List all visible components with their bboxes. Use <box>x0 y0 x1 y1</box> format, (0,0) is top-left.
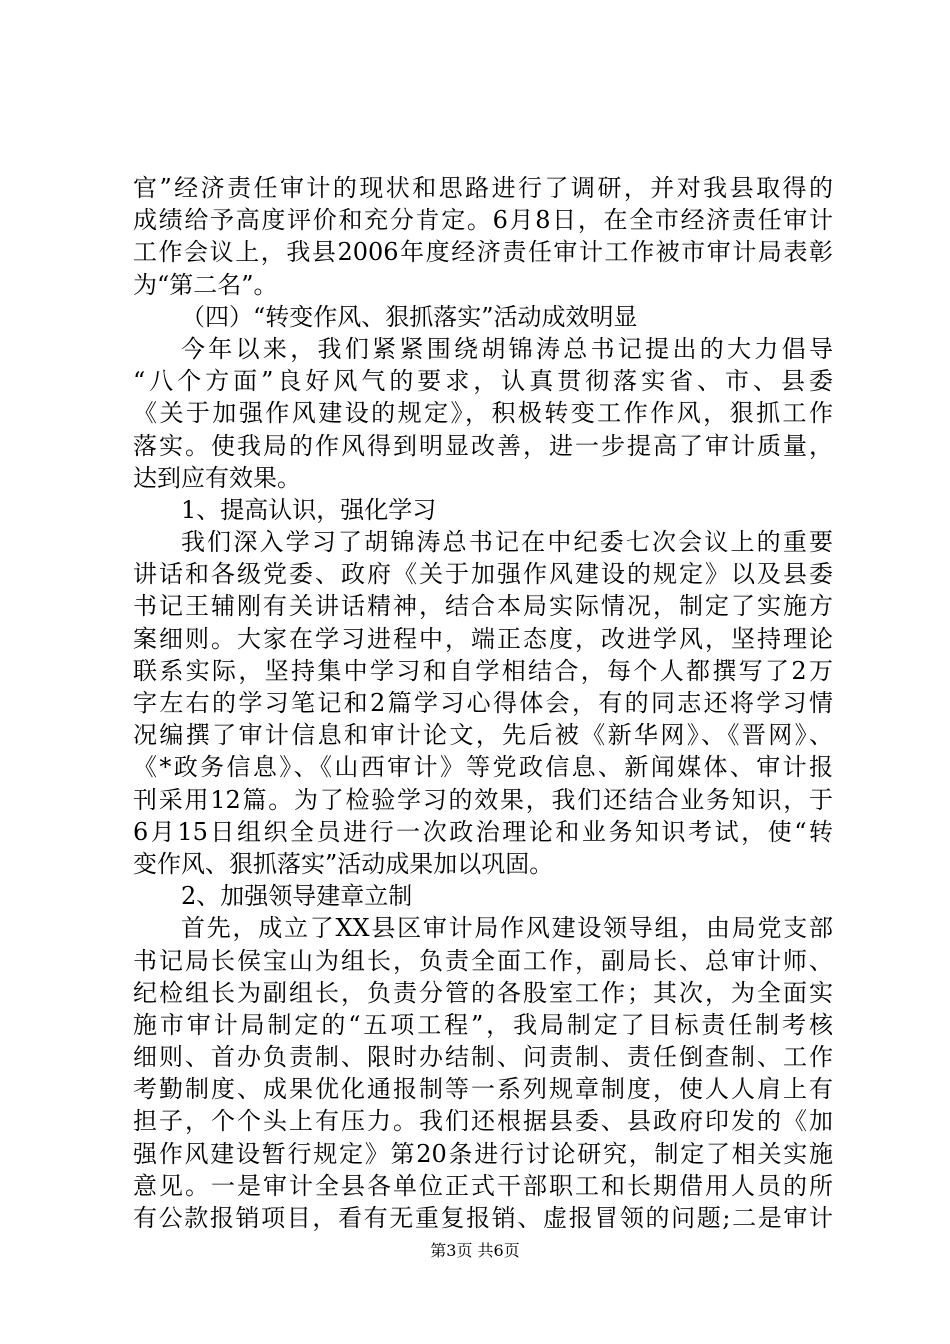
text-line: 意见。一是审计全县各单位正式干部职工和长期借用人员的所 <box>133 1171 833 1200</box>
text-line: 案细则。大家在学习进程中，端正态度，改进学风，坚持理论 <box>133 624 833 653</box>
text-line: 落实。使我局的作风得到明显改善，进一步提高了审计质量， <box>133 431 833 460</box>
text-line: 我们深入学习了胡锦涛总书记在中纪委七次会议上的重要 <box>181 528 833 557</box>
subsection-heading: 1、提高认识，强化学习 <box>181 495 437 524</box>
text-line: 有公款报销项目，看有无重复报销、虚报冒领的问题;二是审计 <box>133 1204 833 1232</box>
text-line: 细则、首办负责制、限时办结制、问责制、责任倒查制、工作 <box>133 1043 833 1072</box>
text-line: 书记局长侯宝山为组长，负责全面工作，副局长、总审计师、 <box>133 946 833 975</box>
text-line: 为“第二名”。 <box>133 270 278 299</box>
section-heading: （四）“转变作风、狠抓落实”活动成效明显 <box>181 302 638 331</box>
text-line: 担子，个个头上有压力。我们还根据县委、县政府印发的《加 <box>133 1107 833 1136</box>
text-line: 今年以来，我们紧紧围绕胡锦涛总书记提出的大力倡导 <box>181 334 833 363</box>
text-line: 官”经济责任审计的现状和思路进行了调研，并对我县取得的 <box>133 174 833 202</box>
text-line: 刊采用12篇。为了检验学习的效果，我们还结合业务知识，于 <box>133 785 833 814</box>
text-line: 《关于加强作风建设的规定》，积极转变工作作风，狠抓工作 <box>133 399 833 428</box>
text-line: 首先，成立了XX县区审计局作风建设领导组，由局党支部 <box>181 914 833 943</box>
text-line: 成绩给予高度评价和充分肯定。6月8日，在全市经济责任审计 <box>133 206 833 235</box>
text-line: 工作会议上，我县2006年度经济责任审计工作被市审计局表彰 <box>133 238 833 267</box>
text-line: 考勤制度、成果优化通报制等一系列规章制度，使人人肩上有 <box>133 1075 833 1104</box>
text-line: 强作风建设暂行规定》第20条进行讨论研究，制定了相关实施 <box>133 1139 833 1168</box>
text-line: 施市审计局制定的“五项工程”，我局制定了目标责任制考核 <box>133 1010 833 1039</box>
text-line: 况编撰了审计信息和审计论文，先后被《新华网》、《晋网》、 <box>133 721 833 750</box>
text-line: 书记王辅刚有关讲话精神，结合本局实际情况，制定了实施方 <box>133 592 833 621</box>
text-line: 字左右的学习笔记和2篇学习心得体会，有的同志还将学习情 <box>133 689 833 717</box>
document-body <box>133 172 833 1234</box>
text-line: 联系实际，坚持集中学习和自学相结合，每个人都撰写了2万 <box>133 656 833 685</box>
text-line: 达到应有效果。 <box>133 463 301 492</box>
text-line: 纪检组长为副组长，负责分管的各股室工作；其次，为全面实 <box>133 978 833 1007</box>
text-line: 6月15日组织全员进行一次政治理论和业务知识考试，使“转 <box>133 817 833 846</box>
text-line: 变作风、狠抓落实”活动成果加以巩固。 <box>133 849 554 878</box>
text-line: “八个方面”良好风气的要求，认真贯彻落实省、市、县委 <box>133 367 833 396</box>
text-line: 《*政务信息》、《山西审计》等党政信息、新闻媒体、审计报 <box>133 753 833 782</box>
subsection-heading: 2、加强领导建章立制 <box>181 882 413 911</box>
page-number-footer: 第3页 共6页 <box>430 1241 520 1260</box>
text-line: 讲话和各级党委、政府《关于加强作风建设的规定》以及县委 <box>133 560 833 589</box>
